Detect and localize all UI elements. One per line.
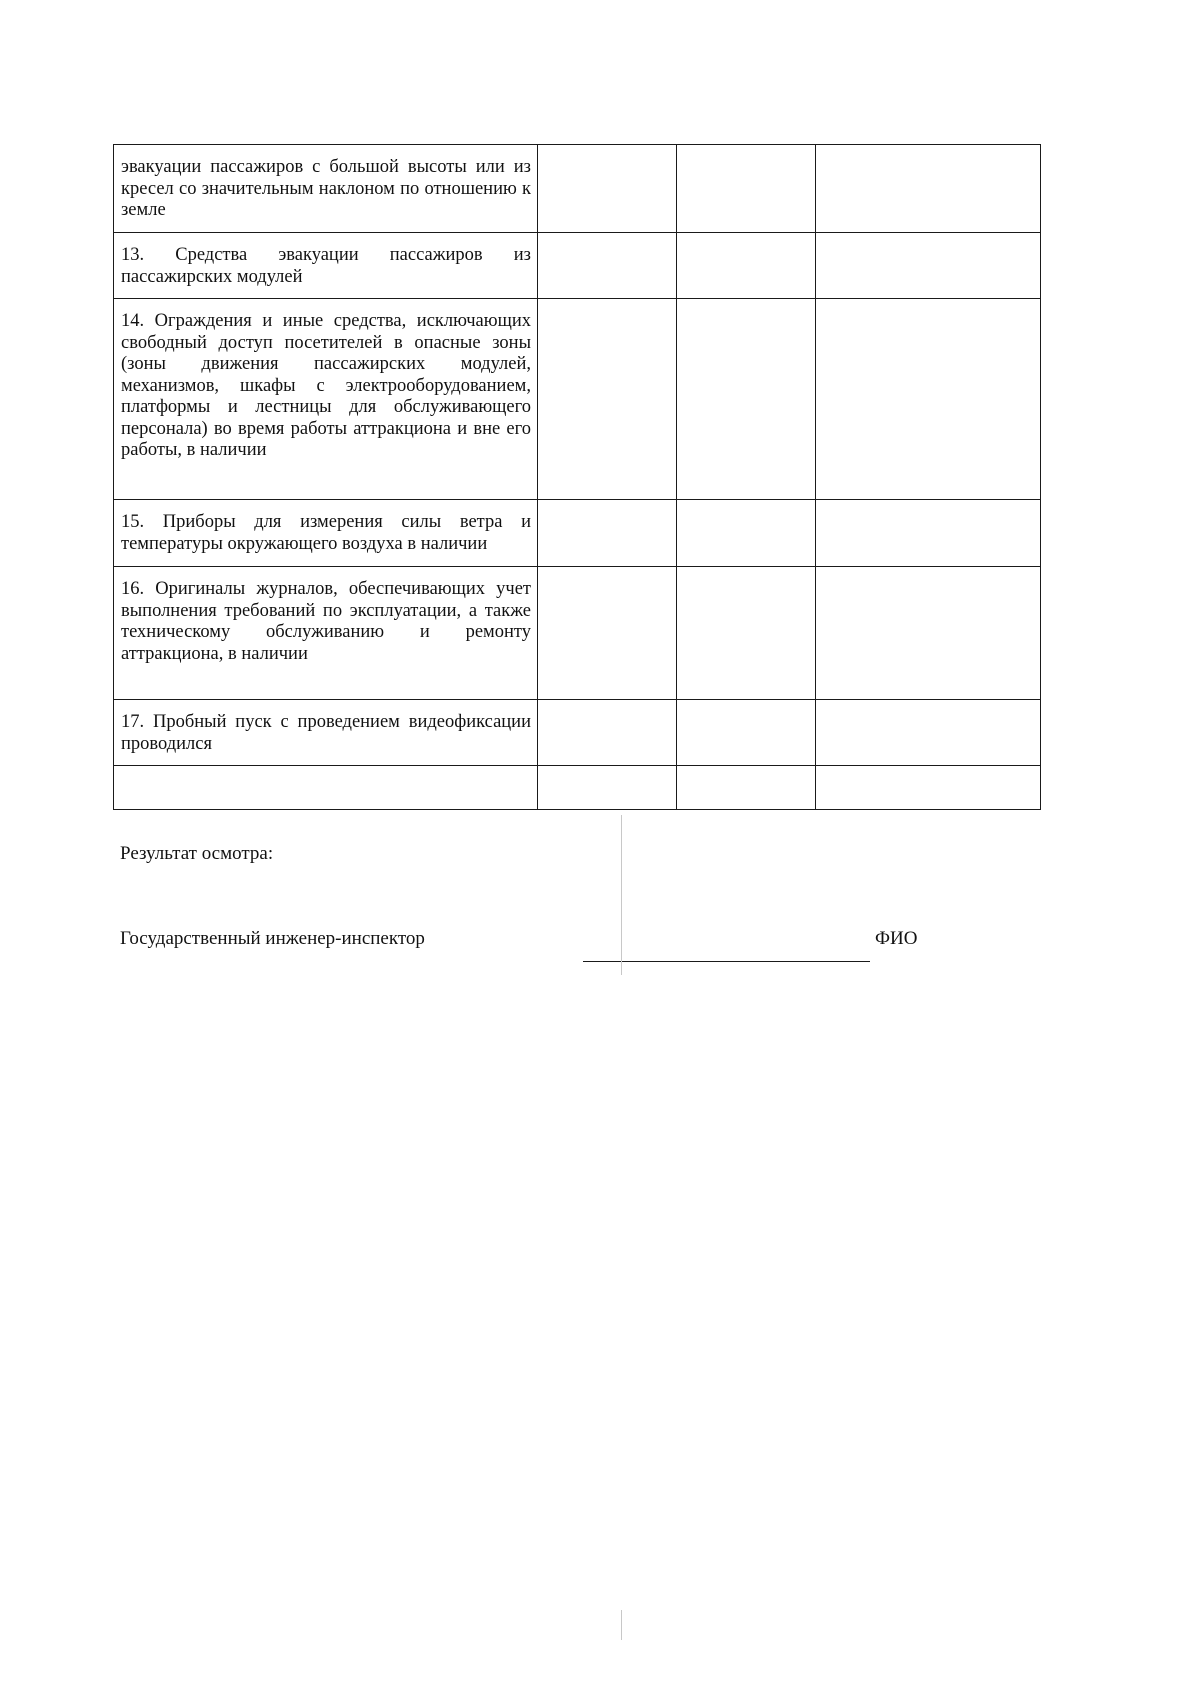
- empty-cell: [816, 233, 1041, 299]
- empty-cell: [538, 500, 677, 567]
- item-description: 15. Приборы для измерения силы ветра и температуры окружающего воздуха в наличии: [121, 512, 531, 554]
- item-description: эвакуации пассажиров с большой высоты или из кресел со значительным наклоном по отношению к земле: [121, 157, 531, 220]
- item-description-cell: [114, 233, 538, 299]
- empty-cell: [816, 299, 1041, 500]
- item-description: 17. Пробный пуск с проведением видеофиксации проводился: [121, 712, 531, 754]
- table-row: [114, 500, 1041, 567]
- empty-cell: [538, 145, 677, 233]
- empty-cell: [538, 567, 677, 700]
- inspection-checklist-table: [113, 144, 1041, 810]
- fio-label: ФИО: [875, 928, 918, 949]
- scan-artifact-line: [621, 815, 622, 975]
- scan-artifact-line: [621, 1610, 622, 1640]
- table-row: [114, 233, 1041, 299]
- empty-cell: [677, 233, 816, 299]
- empty-cell: [816, 500, 1041, 567]
- empty-cell: [538, 233, 677, 299]
- item-description: 14. Ограждения и иные средства, исключающих свободный доступ посетителей в опасные зоны (зоны движения пассажирских модулей, механизмов, шкафы с электрооборудованием, платформы и лестницы для обслуживающего персонала) во время работы аттракциона и вне его работы, в наличии: [121, 311, 531, 460]
- empty-cell: [816, 567, 1041, 700]
- signature-line: [583, 961, 870, 962]
- empty-cell: [816, 766, 1041, 810]
- item-description-cell: [114, 766, 538, 810]
- item-description: 16. Оригиналы журналов, обеспечивающих учет выполнения требований по эксплуатации, а также техническому обслуживанию и ремонту аттракциона, в наличии: [121, 579, 531, 664]
- item-description-cell: [114, 299, 538, 500]
- empty-cell: [677, 145, 816, 233]
- empty-cell: [816, 145, 1041, 233]
- empty-cell: [677, 766, 816, 810]
- inspector-title-label: Государственный инженер-инспектор: [120, 928, 425, 949]
- empty-cell: [677, 700, 816, 766]
- empty-cell: [677, 567, 816, 700]
- table-row: [114, 567, 1041, 700]
- item-description-cell: [114, 700, 538, 766]
- empty-cell: [538, 766, 677, 810]
- table-row: [114, 700, 1041, 766]
- empty-cell: [677, 500, 816, 567]
- empty-cell: [538, 299, 677, 500]
- empty-cell: [816, 700, 1041, 766]
- table-row: [114, 145, 1041, 233]
- empty-cell: [538, 700, 677, 766]
- item-description-cell: [114, 500, 538, 567]
- table-row: [114, 299, 1041, 500]
- table-row: [114, 766, 1041, 810]
- empty-cell: [677, 299, 816, 500]
- item-description-cell: [114, 567, 538, 700]
- item-description: 13. Средства эвакуации пассажиров из пассажирских модулей: [121, 245, 531, 287]
- item-description-cell: [114, 145, 538, 233]
- inspection-result-label: Результат осмотра:: [120, 843, 274, 864]
